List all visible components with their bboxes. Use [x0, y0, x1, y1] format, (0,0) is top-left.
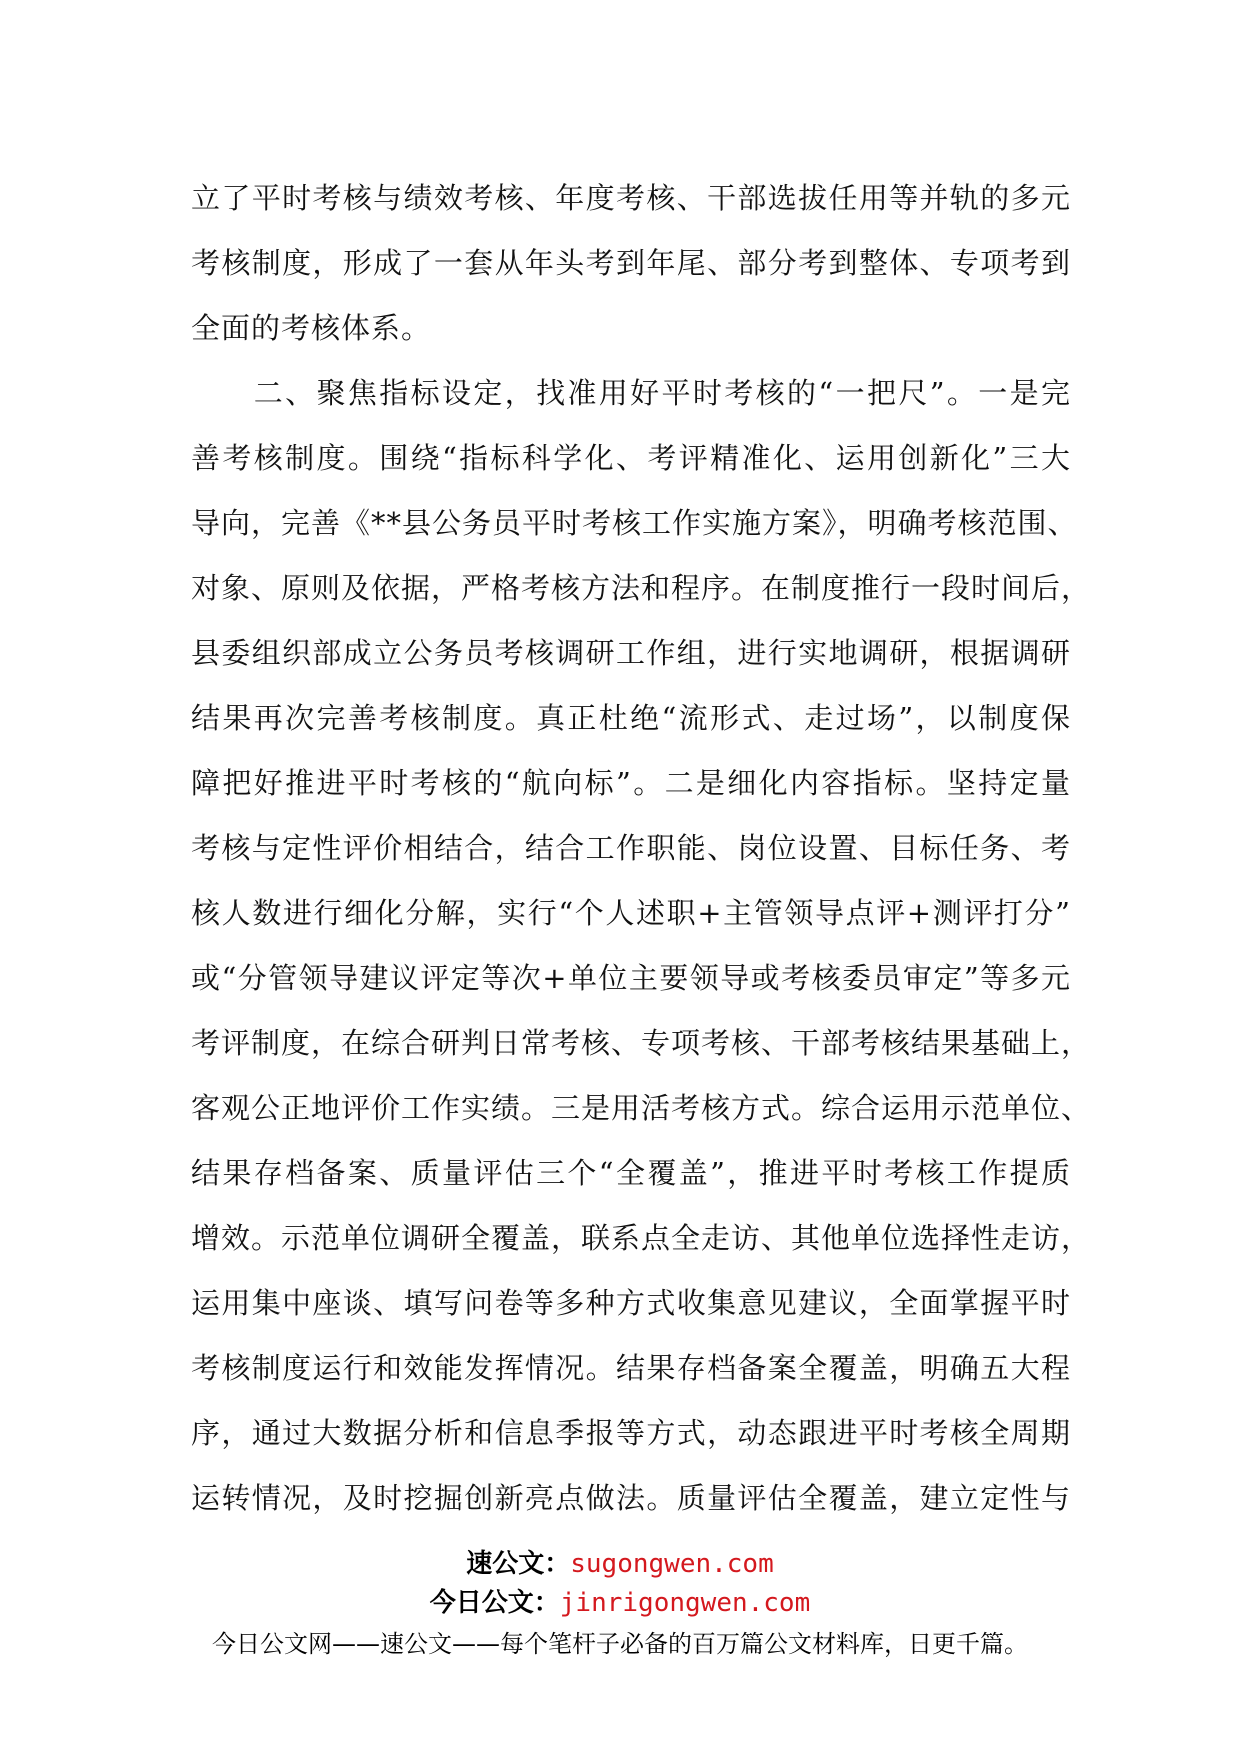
body-line-2: 考核制度，形成了一套从年头考到年尾、部分考到整体、专项考到 — [191, 246, 1071, 280]
body-line-10: 障把好推进平时考核的“航向标”。二是细化内容指标。坚持定量 — [191, 766, 1071, 800]
body-line-5: 善考核制度。围绕“指标科学化、考评精准化、运用创新化”三大 — [191, 441, 1071, 475]
footer-slogan: 今日公文网——速公文——每个笔杆子必备的百万篇公文材料库，日更千篇。 — [212, 1630, 1028, 1658]
body-line-19: 考核制度运行和效能发挥情况。结果存档备案全覆盖，明确五大程 — [191, 1351, 1071, 1385]
body-line-6: 导向，完善《**县公务员平时考核工作实施方案》，明确考核范围、 — [191, 506, 1078, 540]
body-line-14: 考评制度，在综合研判日常考核、专项考核、干部考核结果基础上， — [191, 1026, 1092, 1060]
footer-label-jinrigongwen: 今日公文： — [429, 1588, 560, 1618]
body-line-9: 结果再次完善考核制度。真正杜绝“流形式、走过场”，以制度保 — [191, 701, 1071, 735]
body-line-17: 增效。示范单位调研全覆盖，联系点全走访、其他单位选择性走访， — [191, 1221, 1092, 1255]
body-line-16: 结果存档备案、质量评估三个“全覆盖”，推进平时考核工作提质 — [191, 1156, 1071, 1190]
footer-label-sugongwen: 速公文： — [466, 1549, 571, 1579]
body-line-11: 考核与定性评价相结合，结合工作职能、岗位设置、目标任务、考 — [191, 831, 1071, 865]
body-line-15: 客观公正地评价工作实绩。三是用活考核方式。综合运用示范单位、 — [191, 1091, 1092, 1125]
body-line-20: 序，通过大数据分析和信息季报等方式，动态跟进平时考核全周期 — [191, 1416, 1071, 1450]
jinrigongwen-link[interactable]: jinrigongwen.com — [559, 1588, 811, 1618]
body-line-12: 核人数进行细化分解，实行“个人述职+主管领导点评+测评打分” — [191, 896, 1071, 930]
footer-line-sugongwen — [0, 1543, 1240, 1580]
footer-line-jinrigongwen — [0, 1582, 1240, 1619]
body-line-3: 全面的考核体系。 — [191, 311, 432, 345]
body-line-4: 二、聚焦指标设定，找准用好平时考核的“一把尺”。一是完 — [191, 376, 1071, 410]
body-line-1: 立了平时考核与绩效考核、年度考核、干部选拔任用等并轨的多元 — [191, 181, 1071, 215]
body-line-13: 或“分管领导建议评定等次+单位主要领导或考核委员审定”等多元 — [191, 961, 1071, 995]
body-line-8: 县委组织部成立公务员考核调研工作组，进行实地调研，根据调研 — [191, 636, 1071, 670]
body-line-7: 对象、原则及依据，严格考核方法和程序。在制度推行一段时间后， — [191, 571, 1092, 605]
document-body — [191, 166, 1092, 1531]
body-line-21: 运转情况，及时挖掘创新亮点做法。质量评估全覆盖，建立定性与 — [191, 1481, 1071, 1515]
sugongwen-link[interactable]: sugongwen.com — [570, 1549, 774, 1579]
body-line-18: 运用集中座谈、填写问卷等多种方式收集意见建议，全面掌握平时 — [191, 1286, 1071, 1320]
